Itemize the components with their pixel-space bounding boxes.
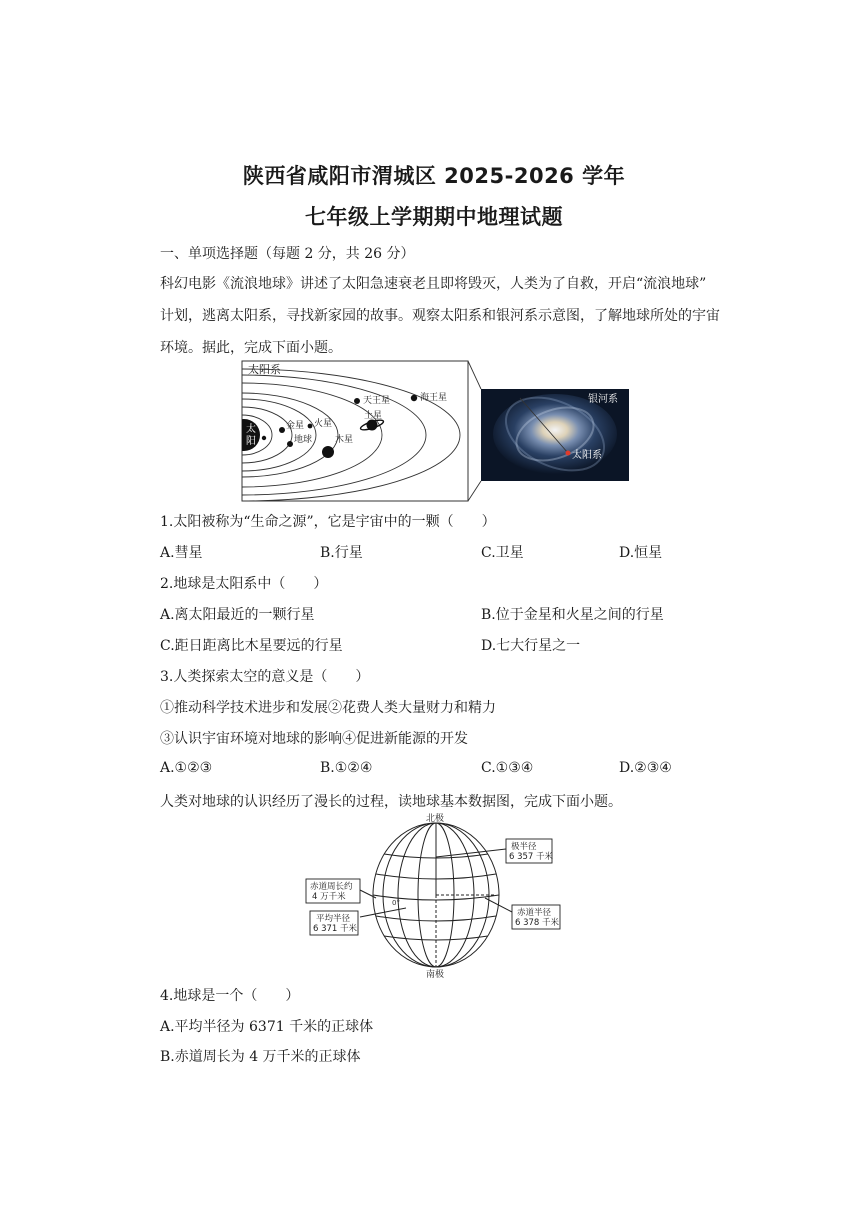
solar-system-figure [238, 358, 634, 504]
q4-option-b[interactable]: B.赤道周长为 4 万千米的正球体 [160, 1049, 361, 1065]
section-heading: 一、单项选择题（每题 2 分，共 26 分） [160, 246, 415, 262]
equator-length-label-2: 4 万千米 [312, 892, 346, 902]
q1-option-d[interactable]: D.恒星 [619, 545, 663, 561]
q1-option-a[interactable]: A.彗星 [160, 545, 203, 561]
planet-label-venus: 金星 [286, 421, 305, 431]
q1-option-b[interactable]: B.行星 [320, 545, 363, 561]
intro-line-1: 科幻电影《流浪地球》讲述了太阳急速衰老且即将毁灭，人类为了自救，开启“流浪地球” [160, 276, 707, 292]
galaxy-sub-label: 太阳系 [572, 450, 602, 461]
q3-option-b[interactable]: B.①②④ [320, 760, 373, 776]
mars-icon [308, 424, 313, 429]
equator-length-label-1: 赤道周长约 [310, 882, 353, 892]
galaxy-label: 银河系 [588, 394, 618, 405]
earth-icon [287, 441, 293, 447]
jupiter-icon [322, 446, 334, 458]
equator-mark: 0° [392, 899, 400, 907]
q3-option-d[interactable]: D.②③④ [619, 760, 672, 776]
q2-option-a[interactable]: A.离太阳最近的一颗行星 [160, 607, 315, 623]
q1-option-c[interactable]: C.卫星 [481, 545, 524, 561]
planet-label-mars: 火星 [314, 419, 333, 429]
north-pole-label: 北极 [426, 814, 445, 824]
equator-radius-label-1: 赤道半径 [517, 908, 552, 918]
planet-label-earth: 地球 [294, 435, 313, 445]
equator-radius-label-2: 6 378 千米 [515, 918, 560, 928]
planet-label-jupiter: 木星 [335, 435, 354, 445]
q3-option-c[interactable]: C.①③④ [481, 760, 534, 776]
solar-system-label: 太阳系 [248, 363, 281, 376]
mean-radius-label-2: 6 371 千米 [313, 924, 358, 934]
intro-line-2: 计划，逃离太阳系，寻找新家园的故事。观察太阳系和银河系示意图，了解地球所处的宇宙 [160, 308, 720, 324]
q2-option-c[interactable]: C.距日距离比木星要远的行星 [160, 638, 343, 654]
venus-icon [279, 427, 285, 433]
neptune-icon [411, 395, 417, 401]
planet-label-uranus: 天王星 [363, 396, 391, 406]
sun-label-1: 太 [246, 424, 256, 435]
uranus-icon [354, 398, 360, 404]
solar-position-marker [566, 451, 571, 456]
q4-option-a[interactable]: A.平均半径为 6371 千米的正球体 [160, 1019, 374, 1035]
q1-stem: 1.太阳被称为“生命之源”，它是宇宙中的一颗（ ） [160, 514, 496, 530]
q2-option-d[interactable]: D.七大行星之一 [481, 638, 581, 654]
q3-items-1: ①推动科学技术进步和发展②花费人类大量财力和精力 [160, 700, 496, 716]
q2-stem: 2.地球是太阳系中（ ） [160, 576, 328, 592]
page-title: 陕西省咸阳市渭城区 2025-2026 学年 [242, 164, 626, 188]
intro2: 人类对地球的认识经历了漫长的过程，读地球基本数据图，完成下面小题。 [160, 794, 622, 810]
q3-items-2: ③认识宇宙环境对地球的影响④促进新能源的开发 [160, 731, 468, 747]
q4-stem: 4.地球是一个（ ） [160, 988, 300, 1004]
planet-label-saturn: 土星 [364, 411, 383, 421]
earth-data-figure [300, 812, 570, 978]
polar-radius-label-2: 6 357 千米 [509, 852, 554, 862]
q3-option-a[interactable]: A.①②③ [160, 760, 213, 776]
polar-radius-label-1: 极半径 [511, 842, 537, 852]
q3-stem: 3.人类探索太空的意义是（ ） [160, 669, 370, 685]
page-subtitle: 七年级上学期期中地理试题 [305, 205, 563, 229]
mercury-icon [262, 436, 266, 440]
mean-radius-label-1: 平均半径 [316, 914, 351, 924]
planet-label-neptune: 海王星 [420, 393, 448, 403]
sun-label-2: 阳 [246, 436, 256, 447]
q2-option-b[interactable]: B.位于金星和火星之间的行星 [481, 607, 664, 623]
south-pole-label: 南极 [426, 970, 445, 978]
intro-line-3: 环境。据此，完成下面小题。 [160, 340, 342, 356]
